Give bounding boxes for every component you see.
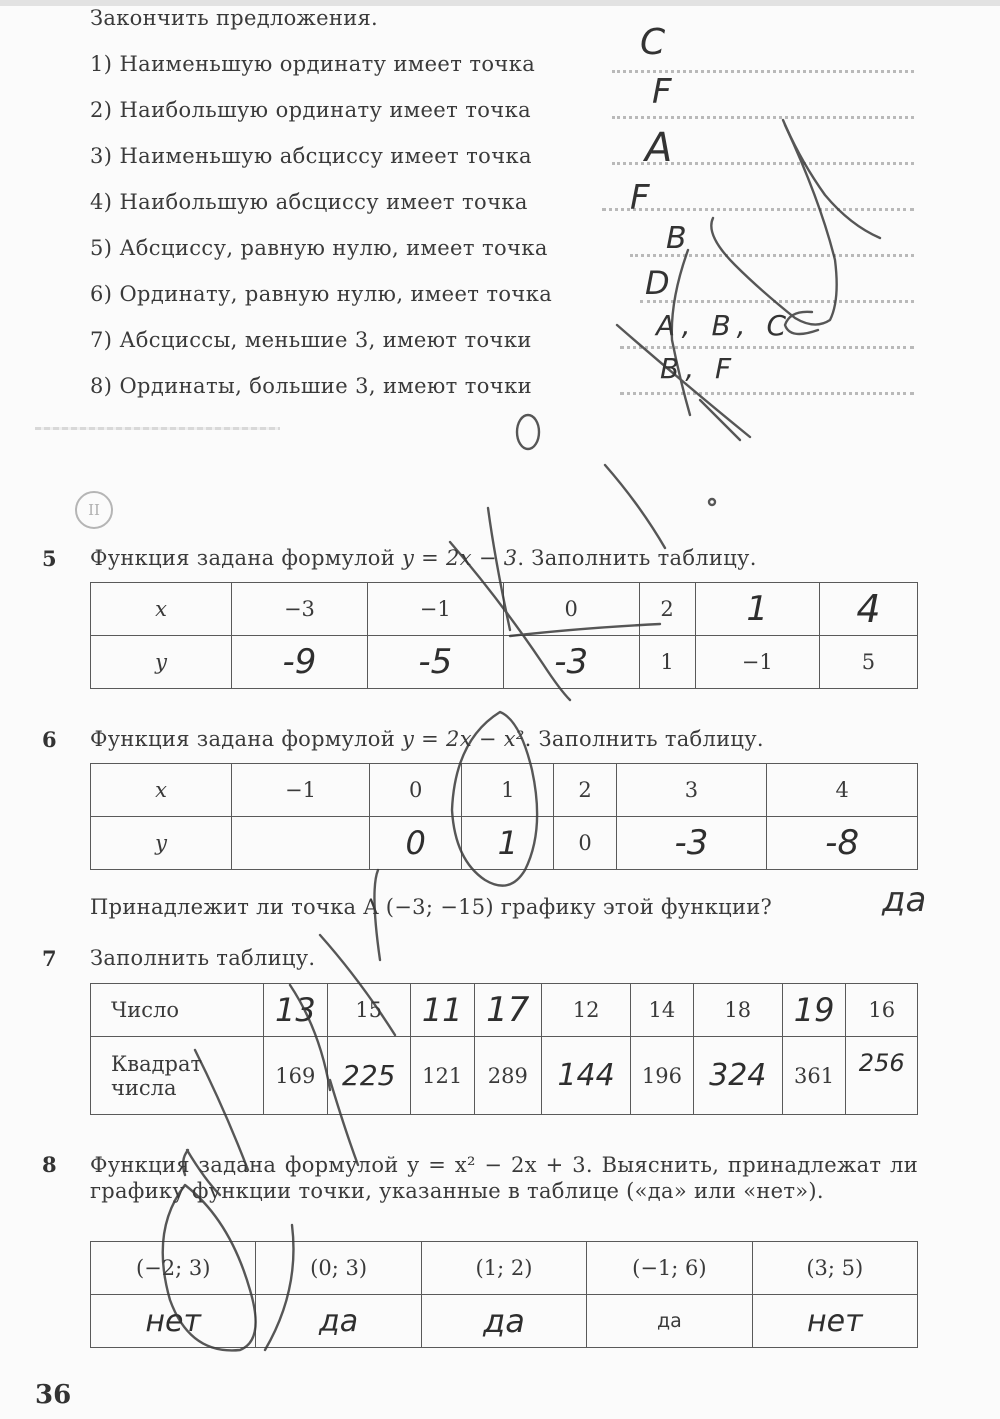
table-cell: 361	[782, 1037, 846, 1115]
task-6-statement: Функция задана формулой y = 2x − x². Заполнить таблицу.	[90, 727, 764, 751]
table-cell: да	[587, 1295, 752, 1348]
task-5-formula: y = 2x − 3	[402, 546, 518, 570]
table-cell-handwritten[interactable]: да	[421, 1295, 586, 1348]
task-7-table	[90, 983, 918, 1115]
table-cell: 0	[370, 764, 462, 817]
section-level-badge: II	[75, 491, 113, 529]
table-cell: 18	[693, 984, 782, 1037]
x-label: x	[155, 778, 167, 802]
table-cell: 14	[631, 984, 694, 1037]
table-cell-handwritten[interactable]: -5	[367, 636, 503, 689]
handwritten-answer-7: A, B, C	[656, 309, 793, 342]
sentence-6: 6) Ординату, равную нулю, имеет точка	[90, 282, 553, 306]
table-cell: 289	[474, 1037, 542, 1115]
handwritten-answer-1: C	[640, 22, 666, 63]
answer-line-6[interactable]	[640, 300, 914, 303]
table-cell: (3; 5)	[752, 1242, 917, 1295]
table-cell-handwritten[interactable]: 19	[782, 984, 846, 1037]
task-8-statement: Функция задана формулой y = x² − 2x + 3. Выяснить, принадлежат ли графику функции точки, указанные в таблице («да» или «нет»).	[90, 1153, 918, 1203]
table-row-y	[91, 636, 918, 689]
handwritten-answer-3: A	[645, 125, 673, 171]
x-label: x	[155, 597, 167, 621]
sentence-5: 5) Абсциссу, равную нулю, имеет точка	[90, 236, 548, 260]
table-cell: 2	[554, 764, 616, 817]
table-row-points	[91, 1242, 918, 1295]
table-cell: 1	[639, 636, 695, 689]
table-cell-handwritten[interactable]: да	[256, 1295, 421, 1348]
page-number: 36	[35, 1380, 72, 1410]
table-cell-handwritten[interactable]: 1	[695, 583, 819, 636]
table-cell-handwritten[interactable]: -8	[767, 817, 918, 870]
task-6-handwritten-answer: да	[882, 880, 927, 920]
table-row-squares	[91, 1037, 918, 1115]
sentence-7: 7) Абсциссы, меньшие 3, имеют точки	[90, 328, 532, 352]
task-6-table	[90, 763, 918, 870]
table-cell: −1	[367, 583, 503, 636]
table-cell: 4	[767, 764, 918, 817]
handwritten-answer-2: F	[652, 72, 672, 112]
table-cell-empty[interactable]	[232, 817, 370, 870]
handwritten-answer-8: B, F	[660, 352, 738, 385]
table-cell-handwritten[interactable]: 225	[327, 1037, 410, 1115]
table-cell-handwritten[interactable]: -9	[232, 636, 368, 689]
table-row-x	[91, 583, 918, 636]
row-label-number: Число	[91, 984, 264, 1037]
handwritten-answer-4: F	[630, 178, 650, 218]
table-cell: 15	[327, 984, 410, 1037]
table-cell-handwritten[interactable]: нет	[91, 1295, 256, 1348]
table-cell-handwritten[interactable]: 324	[693, 1037, 782, 1115]
handwritten-answer-6: D	[645, 264, 670, 302]
table-row-x	[91, 764, 918, 817]
table-cell-handwritten[interactable]: 0	[370, 817, 462, 870]
table-cell-handwritten[interactable]: -3	[503, 636, 639, 689]
task-5-statement: Функция задана формулой y = 2x − 3. Заполнить таблицу.	[90, 546, 757, 570]
sentence-4: 4) Наибольшую абсциссу имеет точка	[90, 190, 528, 214]
table-cell-handwritten[interactable]: 256	[846, 1037, 918, 1115]
table-cell-handwritten[interactable]: 144	[542, 1037, 631, 1115]
table-cell: 5	[819, 636, 917, 689]
table-cell-handwritten[interactable]: 11	[410, 984, 474, 1037]
table-cell: 169	[264, 1037, 328, 1115]
table-cell: 12	[542, 984, 631, 1037]
row-label-square: Квадрат числа	[91, 1037, 264, 1115]
sentence-3: 3) Наименьшую абсциссу имеет точка	[90, 144, 532, 168]
table-row-y	[91, 817, 918, 870]
table-cell: 0	[554, 817, 616, 870]
table-cell: (−1; 6)	[587, 1242, 752, 1295]
section-divider	[35, 427, 280, 430]
table-row-answers	[91, 1295, 918, 1348]
task-6-number: 6	[42, 727, 57, 752]
table-cell: 16	[846, 984, 918, 1037]
sentence-2: 2) Наибольшую ординату имеет точка	[90, 98, 532, 122]
sentence-1: 1) Наименьшую ординату имеет точка	[90, 52, 536, 76]
task-6-question: Принадлежит ли точка A (−3; −15) графику этой функции?	[90, 895, 773, 919]
y-label: y	[155, 831, 167, 855]
table-cell: −1	[232, 764, 370, 817]
table-cell: 196	[631, 1037, 694, 1115]
answer-line-7[interactable]	[620, 346, 914, 349]
table-cell: 0	[503, 583, 639, 636]
table-cell: 121	[410, 1037, 474, 1115]
answer-line-2[interactable]	[612, 116, 914, 119]
sentence-8: 8) Ординаты, большие 3, имеют точки	[90, 374, 533, 398]
task-7-statement: Заполнить таблицу.	[90, 946, 316, 970]
table-row-numbers	[91, 984, 918, 1037]
table-cell: (1; 2)	[421, 1242, 586, 1295]
table-cell-handwritten[interactable]: 13	[264, 984, 328, 1037]
task-6-formula: y = 2x − x²	[402, 727, 525, 751]
section-heading: Закончить предложения.	[90, 6, 379, 30]
handwritten-answer-5: B	[666, 221, 687, 256]
table-cell-handwritten[interactable]: -3	[616, 817, 767, 870]
table-cell-handwritten[interactable]: 1	[462, 817, 554, 870]
table-cell: 2	[639, 583, 695, 636]
table-cell-handwritten[interactable]: 4	[819, 583, 917, 636]
answer-line-8[interactable]	[620, 392, 914, 395]
table-cell: (−2; 3)	[91, 1242, 256, 1295]
table-cell-handwritten[interactable]: 17	[474, 984, 542, 1037]
table-cell: (0; 3)	[256, 1242, 421, 1295]
y-label: y	[155, 650, 167, 674]
task-8-number: 8	[42, 1152, 57, 1177]
table-cell: −3	[232, 583, 368, 636]
table-cell: 3	[616, 764, 767, 817]
task-5-table	[90, 582, 918, 689]
table-cell: 1	[462, 764, 554, 817]
task-8-table	[90, 1241, 918, 1348]
table-cell-handwritten[interactable]: нет	[752, 1295, 917, 1348]
task-7-number: 7	[42, 946, 57, 971]
table-cell: −1	[695, 636, 819, 689]
task-5-number: 5	[42, 546, 57, 571]
